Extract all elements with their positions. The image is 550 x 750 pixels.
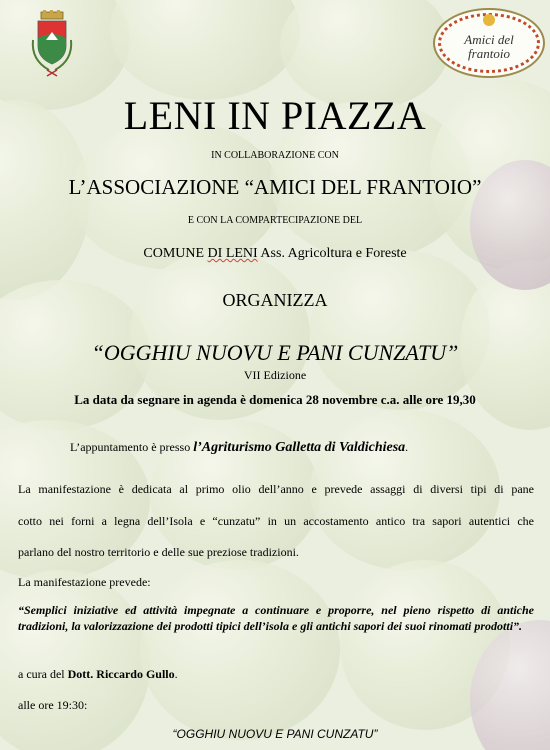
appointment-prefix: L’appuntamento è presso xyxy=(70,440,194,454)
logo-line-2: frantoio xyxy=(468,46,510,61)
event-name: “OGGHIU NUOVU E PANI CUNZATU” xyxy=(91,340,459,365)
amici-del-frantoio-logo xyxy=(433,8,545,78)
cura-suffix: . xyxy=(174,667,178,681)
description-line-2: cotto nei forni a legna dell’Isola e “cunzatu” in un accostamento antico tra sapori autentici che xyxy=(18,514,534,528)
logo-line-1: Amici del xyxy=(464,32,514,47)
comune-part2: DI LENI xyxy=(207,246,258,261)
description-line-3: parlano del nostro territorio e delle sue preziose tradizioni. xyxy=(18,545,299,559)
edition-label: VII Edizione xyxy=(243,368,307,382)
appointment-place: l’Agriturismo Galletta di Valdichiesa xyxy=(193,440,406,455)
appointment-line xyxy=(70,440,550,456)
time-line: alle ore 19:30: xyxy=(18,698,88,712)
compartecipazione-line: E CON LA COMPARTECIPAZIONE DEL xyxy=(187,215,363,226)
page-title: LENI IN PIAZZA xyxy=(123,93,427,138)
appointment-suffix: . xyxy=(405,440,409,454)
sun-icon xyxy=(483,14,495,26)
cura-name: Dott. Riccardo Gullo xyxy=(67,667,175,681)
description-line-1: La manifestazione è dedicata al primo olio dell’anno e prevede assaggi di diversi tipi di pane xyxy=(18,482,534,496)
organizza-heading: ORGANIZZA xyxy=(222,290,328,310)
collab-line: IN COLLABORAZIONE CON xyxy=(211,150,339,161)
cura-line xyxy=(18,667,534,682)
comune-part3: Ass. Agricoltura e Foreste xyxy=(257,246,407,261)
final-event-name: “OGGHIU NUOVU E PANI CUNZATU” xyxy=(172,727,378,741)
association-name: L’ASSOCIAZIONE “AMICI DEL FRANTOIO” xyxy=(68,175,482,199)
date-line: La data da segnare in agenda è domenica 28 novembre c.a. alle ore 19,30 xyxy=(74,392,476,407)
prevede-line: La manifestazione prevede: xyxy=(18,575,151,589)
comune-line xyxy=(0,246,550,262)
municipal-crest-icon xyxy=(27,10,77,80)
comune-part1: COMUNE xyxy=(143,246,208,261)
quote-paragraph: “Semplici iniziative ed attività impegnate a continuare e proporre, nel pieno rispetto di antiche tradizioni, la valorizzazione dei prodotti tipici dell’isola e gli antichi sapori dei suoi rinomati prodotti”. xyxy=(18,603,534,633)
cura-prefix: a cura del xyxy=(18,667,68,681)
